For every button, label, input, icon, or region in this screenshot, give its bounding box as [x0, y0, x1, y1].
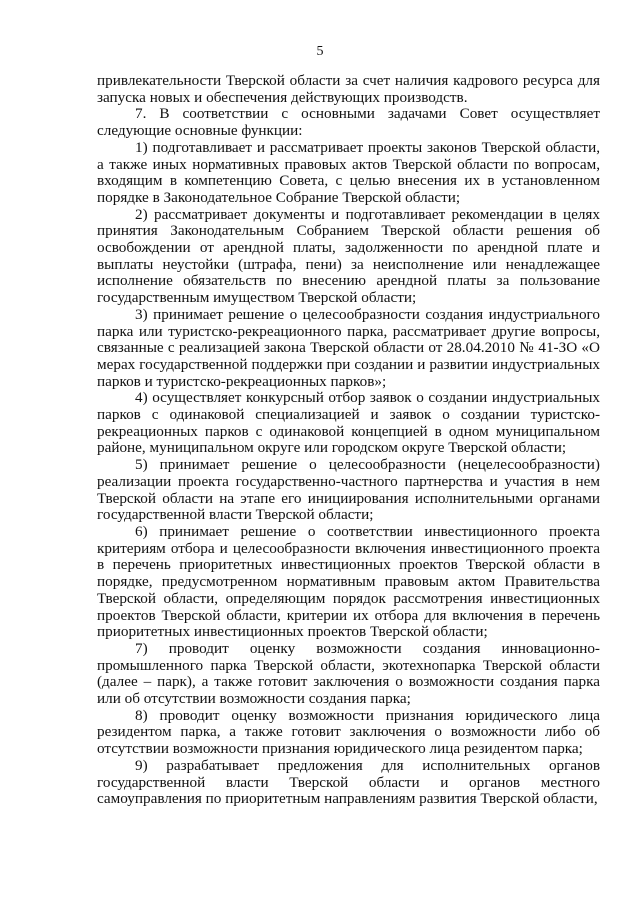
document-body — [97, 73, 600, 808]
paragraph-function-3: 3) принимает решение о целесообразности создания индустриального парка или туристско-рекреационного парка, рассматривает другие вопросы, связанные с реализацией закона Тверской области от 28.04.2010 № 41-ЗО «О мерах государственной поддержки при создании и развитии индустриальных парков и туристско-рекреационных парков»; — [97, 305, 600, 390]
paragraph-function-7: 7) проводит оценку возможности создания инновационно-промышленного парка Тверской области, экотехнопарка Тверской области (далее – парк), а также готовит заключения о возможности создания парка или об отсутствии возможности создания парка; — [97, 639, 600, 708]
paragraph-function-2: 2) рассматривает документы и подготавливает рекомендации в целях принятия Законодательным Собранием Тверской области решения об освобождении от арендной платы, задолженности по арендной плате и выплаты неустойки (штрафа, пени) за неисполнение или ненадлежащее исполнение обязательств по внесению арендной платы за пользование государственным имуществом Тверской области; — [97, 205, 600, 307]
paragraph-clause-7: 7. В соответствии с основными задачами Совет осуществляет следующие основные функции: — [97, 105, 600, 140]
paragraph-function-1: 1) подготавливает и рассматривает проекты законов Тверской области, а также иных нормативных правовых актов Тверской области по вопросам, входящим в компетенцию Совета, с целью внесения их в установленном порядке в Законодательное Собрание Тверской области; — [97, 138, 600, 206]
paragraph-function-6: 6) принимает решение о соответствии инвестиционного проекта критериям отбора и целесообразности включения инвестиционного проекта в перечень приоритетных инвестиционных проектов Тверской области в порядке, предусмотренном нормативным правовым актом Правительства Тверской области, определяющим порядок рассмотрения инвестиционных проектов Тверской области, критерии их отбора для включения в перечень приоритетных инвестиционных проектов Тверской области; — [97, 522, 600, 641]
paragraph-function-4: 4) осуществляет конкурсный отбор заявок о создании индустриальных парков с одинаковой специализацией и заявок о создании туристско-рекреационных парков с одинаковой концепцией в одном муниципальном районе, муниципальном округе или городском округе Тверской области; — [97, 389, 600, 457]
page-number: 5 — [316, 44, 324, 59]
paragraph-function-9: 9) разрабатывает предложения для исполнительных органов государственной власти Тверской области и органов местного самоуправления по приоритетным направлениям развития Тверской области, — [97, 756, 600, 808]
paragraph-function-5: 5) принимает решение о целесообразности (нецелесообразности) реализации проекта государственно-частного партнерства и участия в нем Тверской области на этапе его инициирования исполнительными органами государственной власти Тверской области; — [97, 456, 600, 524]
paragraph-function-8: 8) проводит оценку возможности признания юридического лица резидентом парка, а также готовит заключения о возможности либо об отсутствии возможности признания юридического лица резидентом парка; — [97, 706, 600, 758]
paragraph-continuation: привлекательности Тверской области за счет наличия кадрового ресурса для запуска новых и обеспечения действующих производств. — [97, 72, 600, 106]
